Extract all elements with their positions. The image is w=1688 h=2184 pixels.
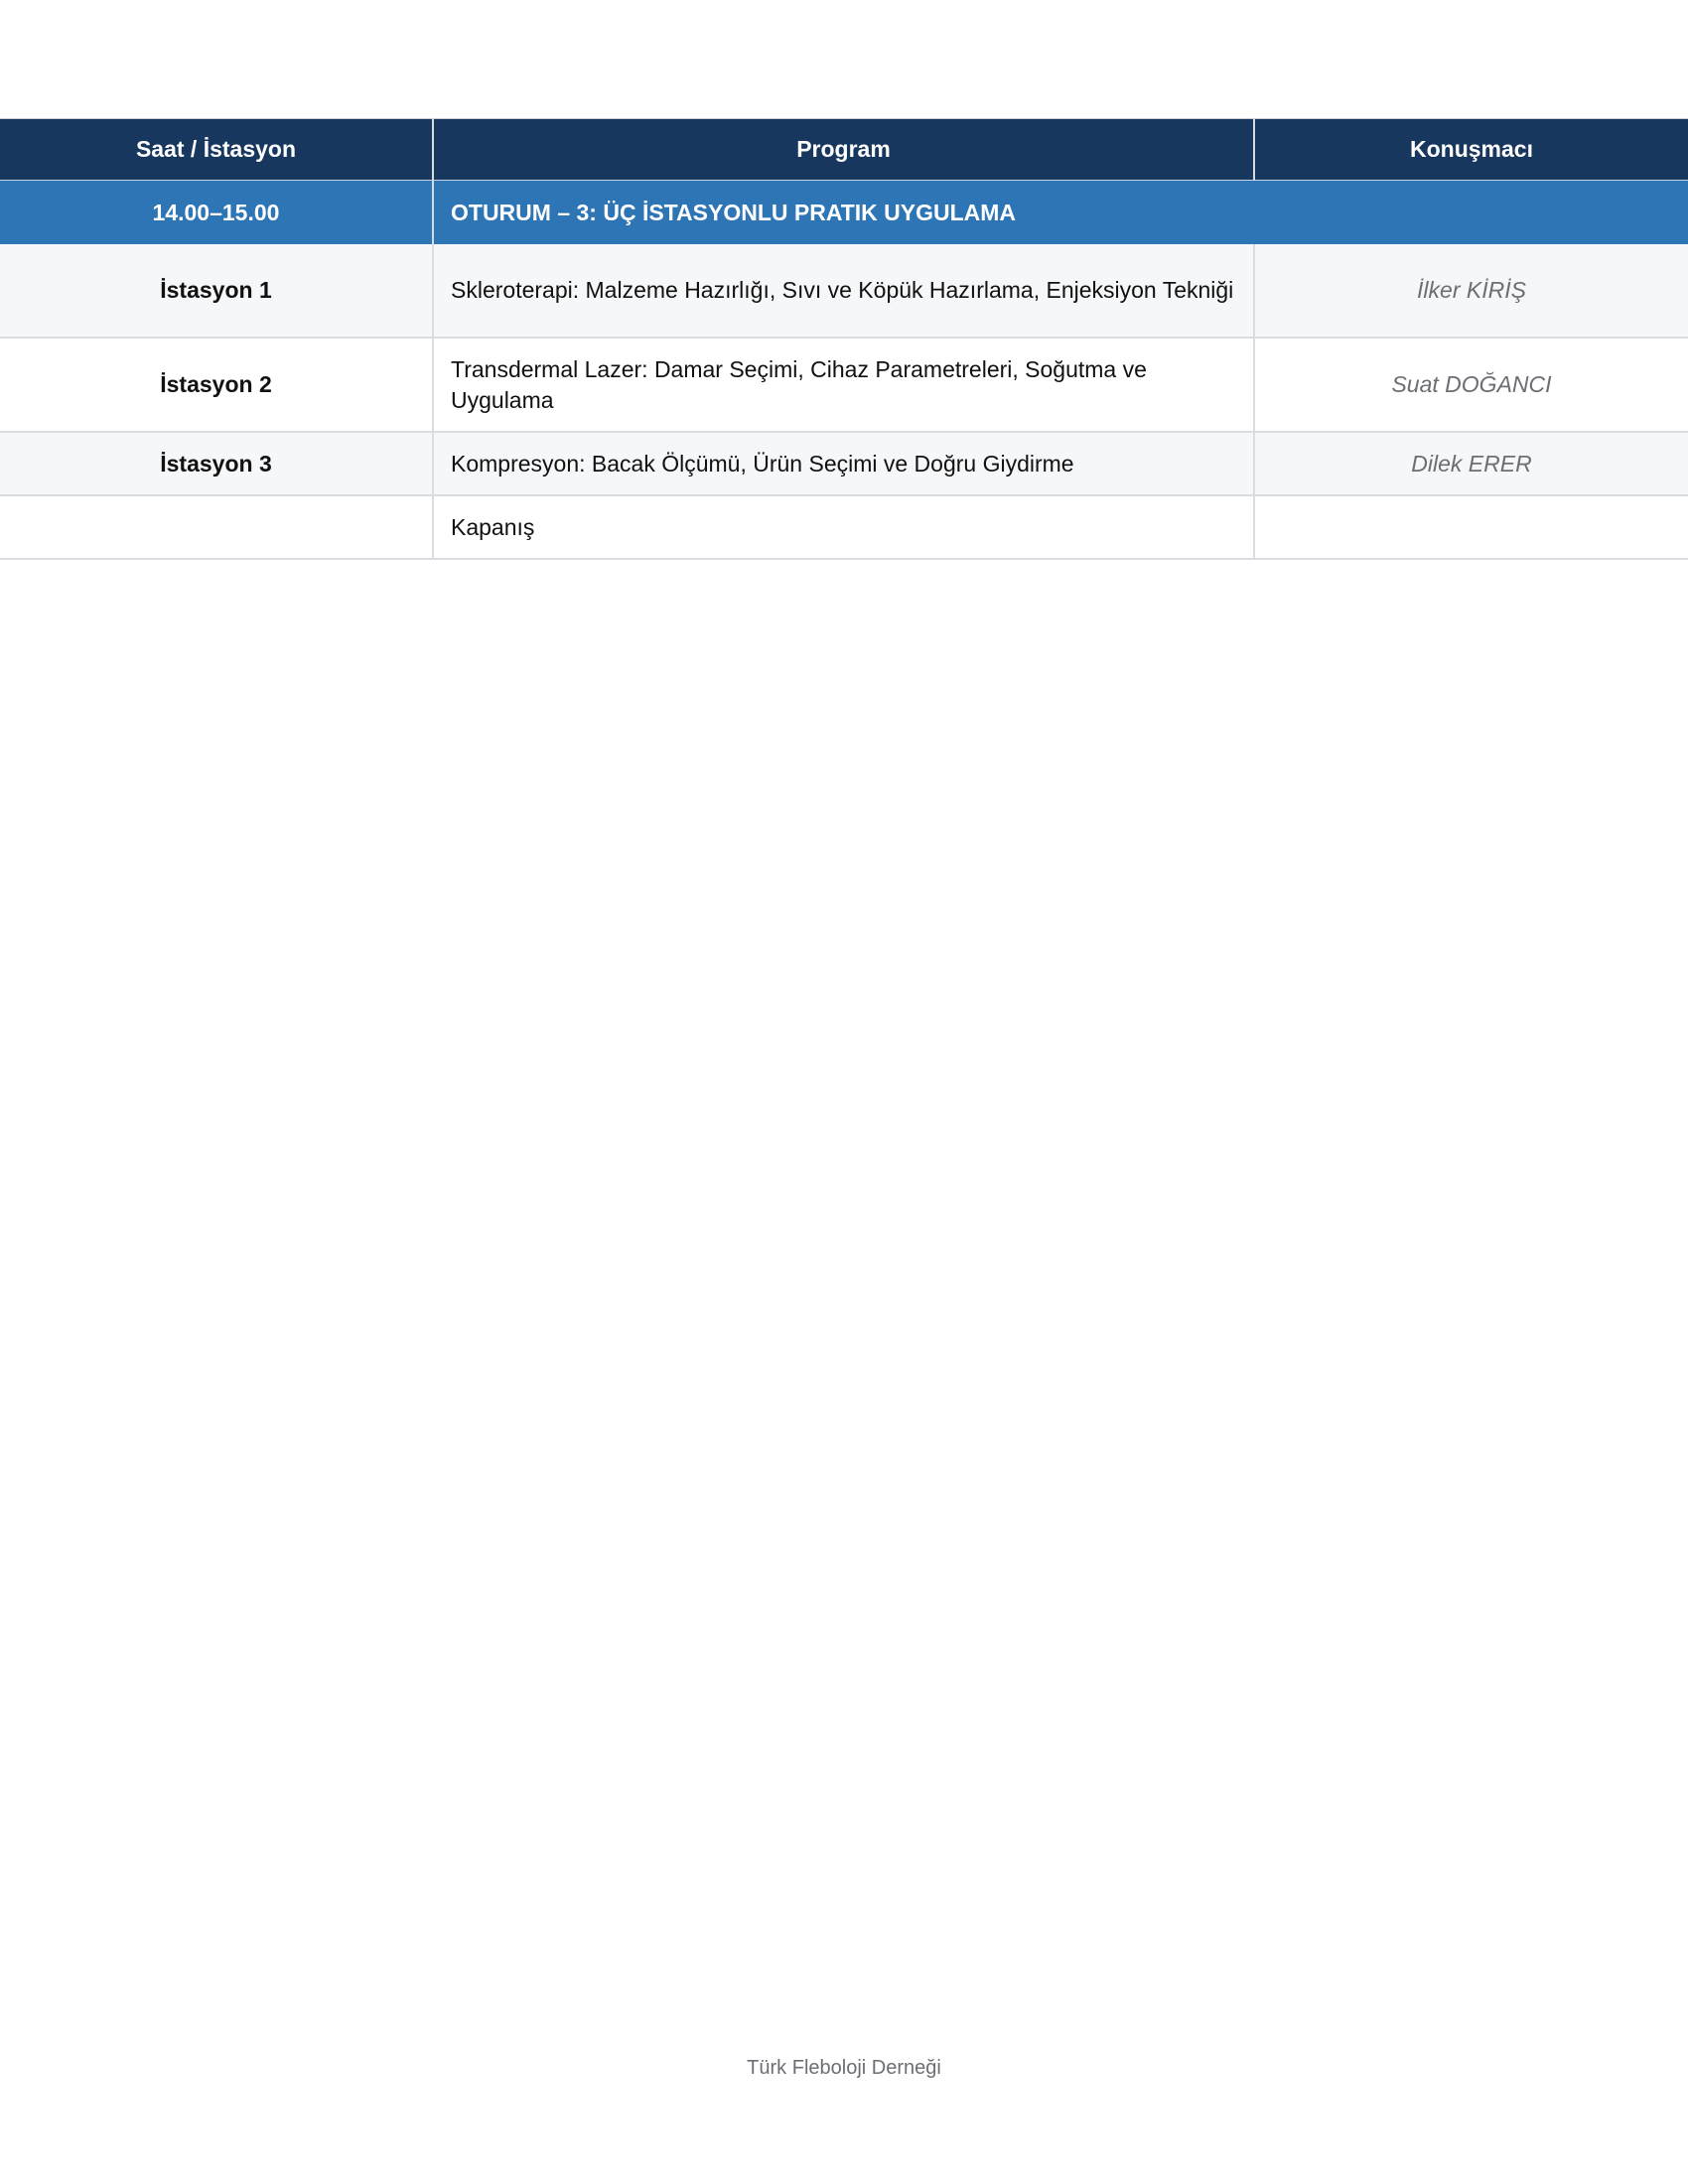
- program-topic: Kapanış: [433, 495, 1254, 559]
- program-topic: Skleroterapi: Malzeme Hazırlığı, Sıvı ve Köpük Hazırlama, Enjeksiyon Tekniği: [433, 244, 1254, 338]
- header-speaker: Konuşmacı: [1254, 119, 1688, 181]
- table-row: [0, 338, 1688, 432]
- header-program: Program: [433, 119, 1254, 181]
- program-topic: Kompresyon: Bacak Ölçümü, Ürün Seçimi ve Doğru Giydirme: [433, 432, 1254, 495]
- program-topic: Transdermal Lazer: Damar Seçimi, Cihaz Parametreleri, Soğutma ve Uygulama: [433, 338, 1254, 432]
- speaker-name: Dilek ERER: [1254, 432, 1688, 495]
- speaker-name: Suat DOĞANCI: [1254, 338, 1688, 432]
- station-label: İstasyon 1: [0, 244, 433, 338]
- station-label: İstasyon 2: [0, 338, 433, 432]
- session-time: 14.00–15.00: [0, 181, 433, 245]
- footer-organization: Türk Fleboloji Derneği: [747, 2057, 941, 2079]
- station-label: [0, 495, 433, 559]
- speaker-name: İlker KİRİŞ: [1254, 244, 1688, 338]
- session-row: [0, 181, 1688, 245]
- program-schedule-table: [0, 118, 1688, 560]
- speaker-name: [1254, 495, 1688, 559]
- table-row: [0, 432, 1688, 495]
- table-header-row: [0, 119, 1688, 181]
- table-row: [0, 495, 1688, 559]
- header-time-station: Saat / İstasyon: [0, 119, 433, 181]
- session-title: OTURUM – 3: ÜÇ İSTASYONLU PRATIK UYGULAMA: [433, 181, 1688, 245]
- table-row: [0, 244, 1688, 338]
- station-label: İstasyon 3: [0, 432, 433, 495]
